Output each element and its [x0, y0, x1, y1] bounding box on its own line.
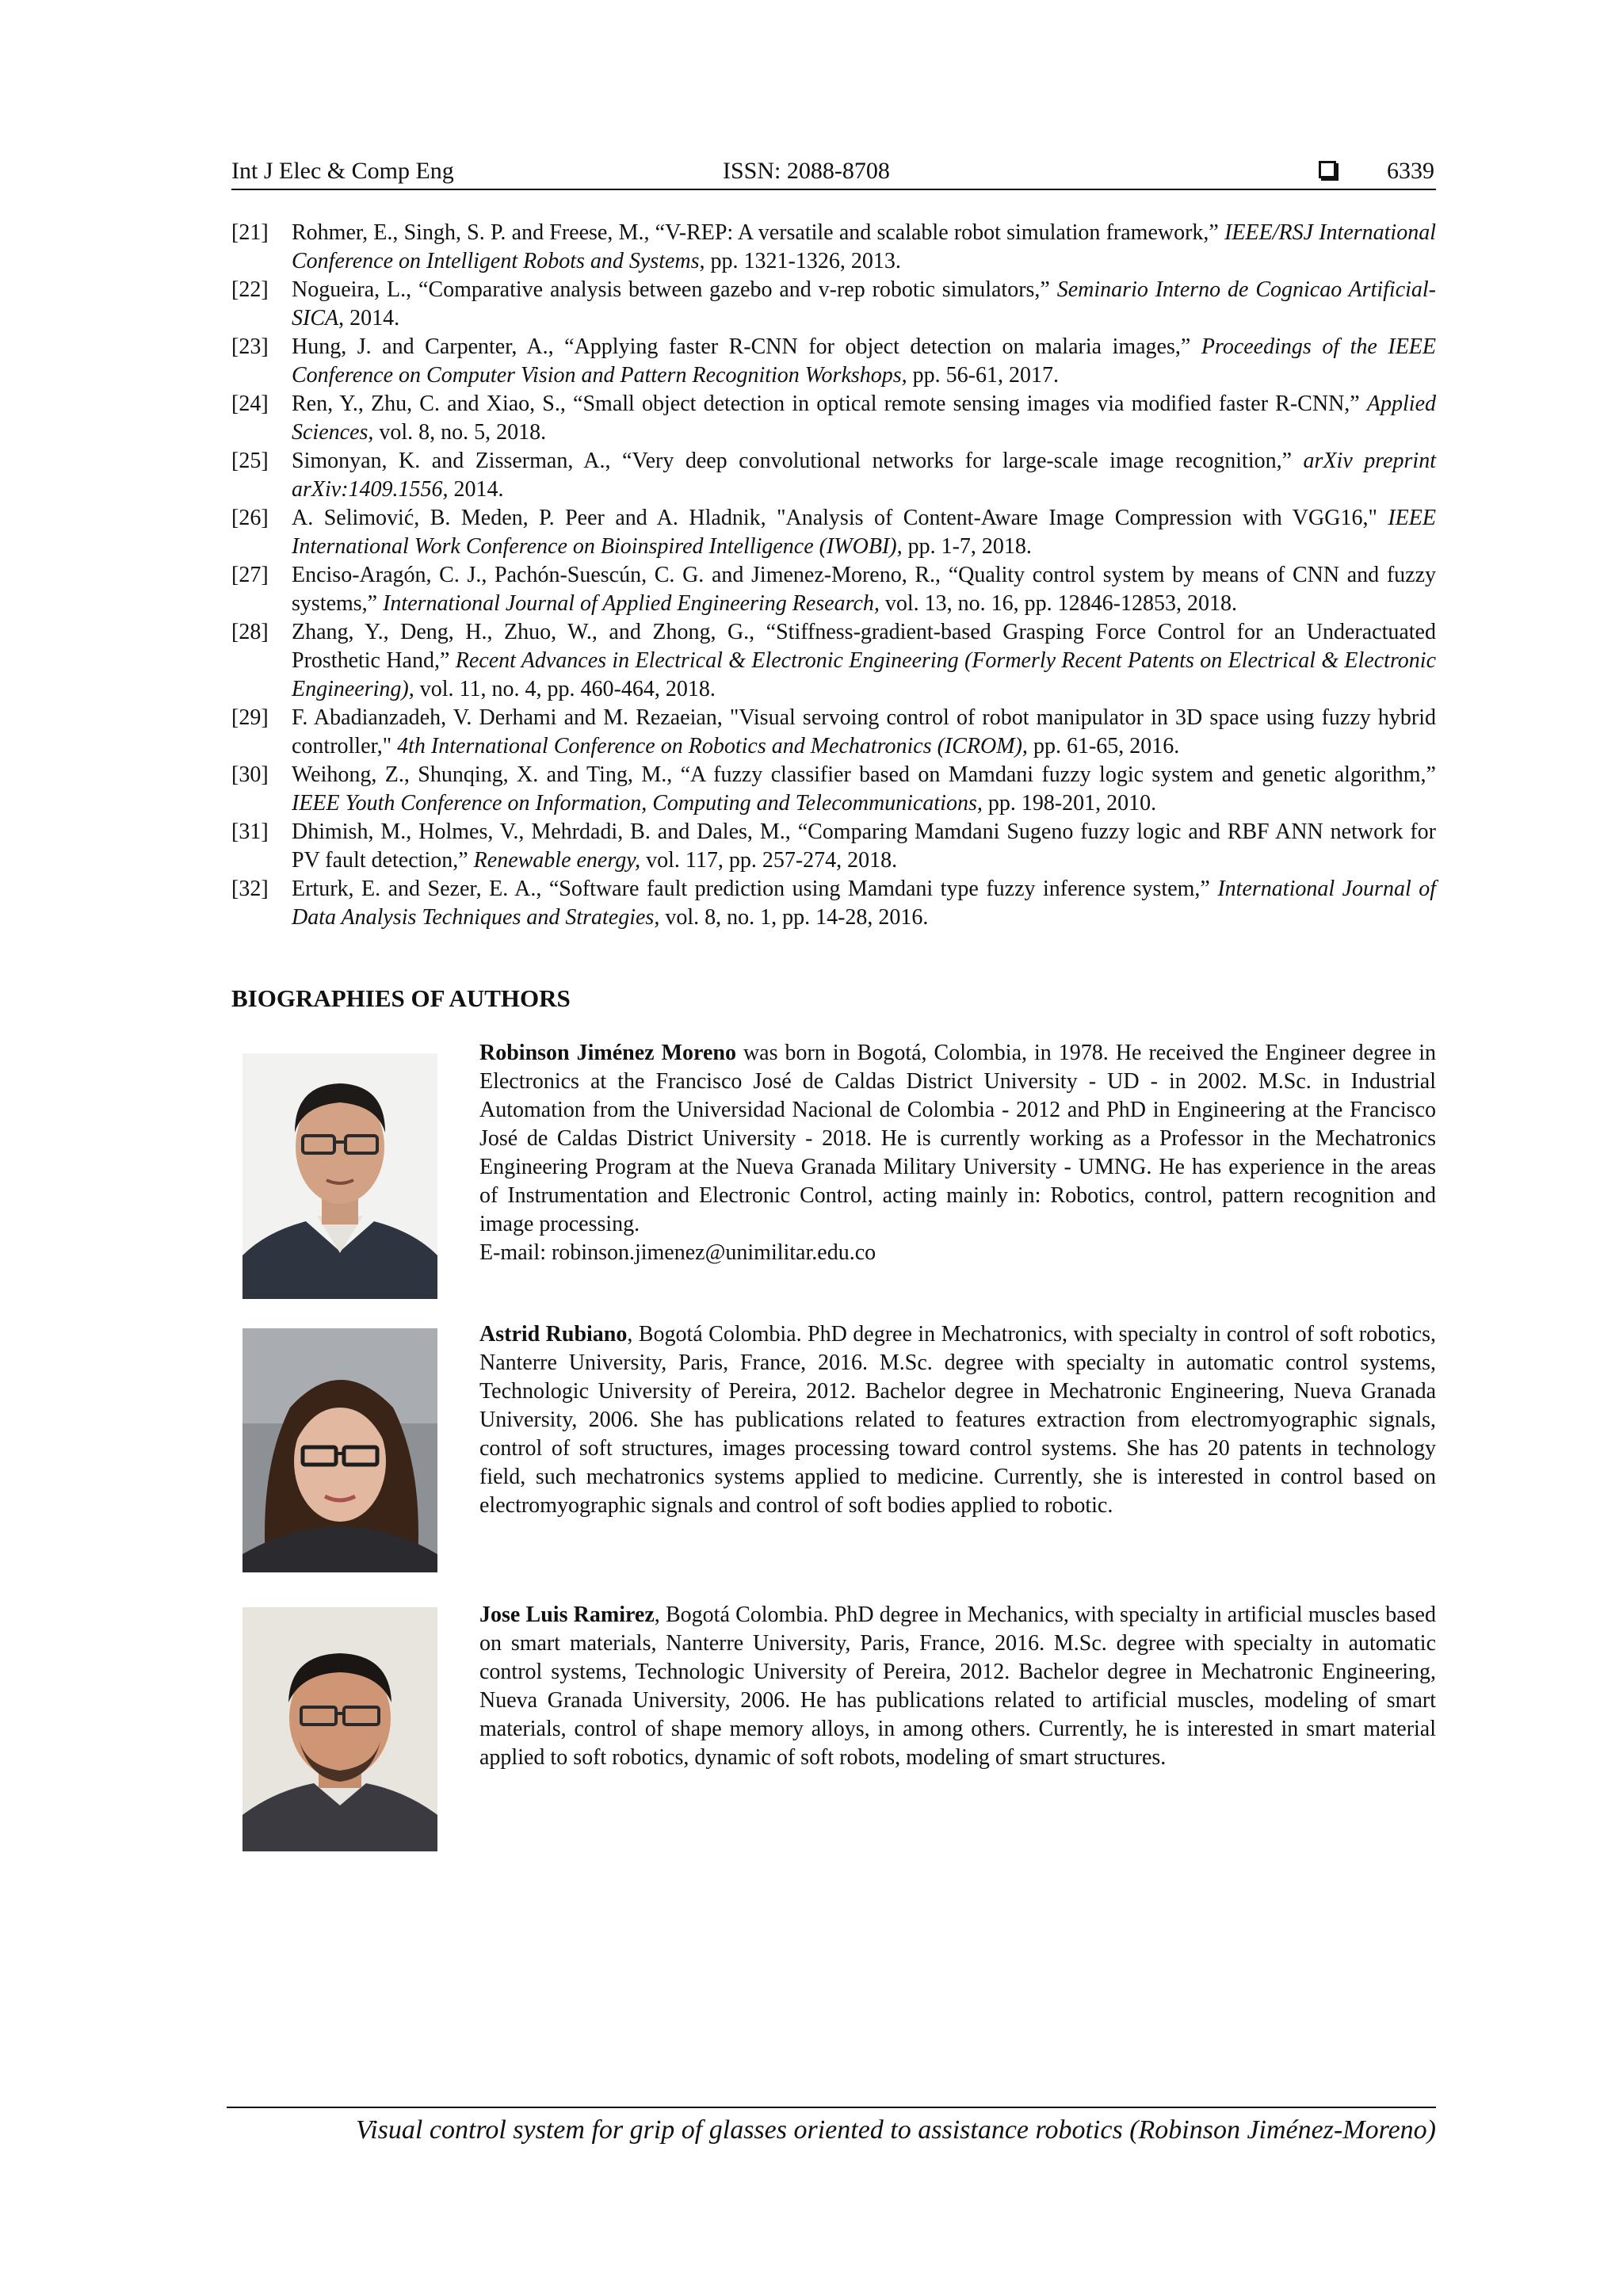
reference-number: [30]: [231, 762, 269, 787]
page-footer: [227, 2107, 1436, 2148]
author-name: Robinson Jiménez Moreno: [479, 1041, 736, 1065]
author-bio-text: Jose Luis Ramirez, Bogotá Colombia. PhD degree in Mechanics, with specialty in artificial muscles based on smart materials, Nanterre University, Paris, France, 2016. M.Sc. degree with specialty in automatic control systems, Technologic University of Pereira, 2012. Bachelor degree in Mechatronic Engineering, Nueva Granada University, 2006. He has publications related to artificial muscles, modeling of smart materials, control of shape memory alloys, in among others. Currently, he is interested in smart material applied to soft robotics, dynamic of soft robots, modeling of smart structures.: [479, 1603, 1436, 1770]
reference-item: [32] Erturk, E. and Sezer, E. A., “Software fault prediction using Mamdani type fuzzy inference system,” International Journal of Data Analysis Techniques and Strategies, vol. 8, no. 1, pp. 14-28, 2016.: [231, 877, 1436, 930]
reference-item: [21] Rohmer, E., Singh, S. P. and Freese, M., “V-REP: A versatile and scalable robot simulation framework,” IEEE/RSJ International Conference on Intelligent Robots and Systems, pp. 1321-1326, 2013.: [231, 220, 1436, 273]
reference-number: [24]: [231, 392, 269, 416]
reference-number: [21]: [231, 220, 269, 245]
reference-item: [29] F. Abadianzadeh, V. Derhami and M. Rezaeian, "Visual servoing control of robot manipulator in 3D space using fuzzy hybrid controller," 4th International Conference on Robotics and Mechatronics (ICROM), pp. 61-65, 2016.: [231, 705, 1436, 758]
reference-item: [30] Weihong, Z., Shunqing, X. and Ting, M., “A fuzzy classifier based on Mamdani fuzzy logic system and genetic algorithm,” IEEE Youth Conference on Information, Computing and Telecommunications, pp. 198-201, 2010.: [231, 762, 1436, 816]
author-bio-text: Robinson Jiménez Moreno was born in Bogotá, Colombia, in 1978. He received the Engineer degree in Electronics at the Francisco José de Caldas District University - UD - in 2002. M.Sc. in Industrial Automation from the Universidad Nacional de Colombia - 2012 and PhD in Engineering at the Francisco José de Caldas District University - 2018. He is currently working as a Professor in the Mechatronics Engineering Program at the Nueva Granada Military University - UMNG. He has experience in the areas of Instrumentation and Electronic Control, acting mainly in: Robotics, control, pattern recognition and image processing. E-mail: robinson.jimenez@unimilitar.edu.co: [479, 1041, 1437, 1265]
journal-name: Int J Elec & Comp Eng: [231, 158, 454, 184]
author-portrait-female-glasses: [242, 1328, 437, 1572]
reference-item: [31] Dhimish, M., Holmes, V., Mehrdadi, B. and Dales, M., “Comparing Mamdani Sugeno fuzzy logic and RBF ANN network for PV fault detection,” Renewable energy, vol. 117, pp. 257-274, 2018.: [231, 819, 1436, 873]
biographies-heading: BIOGRAPHIES OF AUTHORS: [231, 984, 571, 1012]
reference-number: [29]: [231, 705, 269, 730]
reference-item: [22] Nogueira, L., “Comparative analysis between gazebo and v-rep robotic simulators,” Seminario Interno de Cognicao Artificial-SICA, 2014.: [231, 277, 1437, 330]
reference-item: [23] Hung, J. and Carpenter, A., “Applying faster R-CNN for object detection on malaria images,” Proceedings of the IEEE Conference on Computer Vision and Pattern Recognition Workshops, pp. 56-61, 2017.: [231, 334, 1437, 388]
author-bio-text: Astrid Rubiano, Bogotá Colombia. PhD degree in Mechatronics, with specialty in control of soft robotics, Nanterre University, Paris, France, 2016. M.Sc. degree with specialty in automatic control systems, Technologic University of Pereira, 2012. Bachelor degree in Mechatronic Engineering, Nueva Granada University, 2006. She has publications related to features extraction from electromyographic signals, control of soft structures, images processing toward control systems. She has 20 patents in technology field, such mechatronics systems applied to medicine. Currently, she is interested in control based on electromyographic signals and control of soft bodies applied to robotic.: [479, 1322, 1437, 1518]
reference-list: [231, 219, 1436, 932]
author-photo: [242, 1607, 437, 1851]
author-portrait-male-glasses: [242, 1607, 437, 1851]
page-number: 6339: [1387, 158, 1434, 184]
page-header: [231, 154, 1436, 190]
reference-number: [27]: [231, 563, 269, 587]
square-bullet-icon: [1319, 161, 1336, 178]
footer-title: Visual control system for grip of glasses oriented to assistance robotics (Robinson Jiménez-Moreno): [355, 2115, 1436, 2145]
author-email: E-mail: robinson.jimenez@unimilitar.edu.co: [479, 1240, 876, 1265]
reference-number: [22]: [231, 277, 269, 302]
reference-item: [24] Ren, Y., Zhu, C. and Xiao, S., “Small object detection in optical remote sensing images via modified faster R-CNN,” Applied Sciences, vol. 8, no. 5, 2018.: [231, 392, 1436, 445]
author-photo: [242, 1328, 437, 1572]
reference-number: [23]: [231, 334, 269, 359]
author-name: Jose Luis Ramirez: [479, 1603, 655, 1627]
reference-item: [27] Enciso-Aragón, C. J., Pachón-Suescún, C. G. and Jimenez-Moreno, R., “Quality control system by means of CNN and fuzzy systems,” International Journal of Applied Engineering Research, vol. 13, no. 16, pp. 12846-12853, 2018.: [231, 563, 1436, 616]
reference-item: [25] Simonyan, K. and Zisserman, A., “Very deep convolutional networks for large-scale image recognition,” arXiv preprint arXiv:1409.1556, 2014.: [231, 449, 1436, 502]
author-photo: [242, 1053, 437, 1299]
author-name: Astrid Rubiano: [479, 1322, 628, 1347]
reference-number: [31]: [231, 819, 269, 844]
reference-item: [26] A. Selimović, B. Meden, P. Peer and A. Hladnik, "Analysis of Content-Aware Image Compression with VGG16," IEEE International Work Conference on Bioinspired Intelligence (IWOBI), pp. 1-7, 2018.: [231, 506, 1436, 559]
reference-number: [25]: [231, 449, 269, 473]
reference-item: [28] Zhang, Y., Deng, H., Zhuo, W., and Zhong, G., “Stiffness-gradient-based Grasping Force Control for an Underactuated Prosthetic Hand,” Recent Advances in Electrical & Electronic Engineering (Formerly Recent Patents on Electrical & Electronic Engineering), vol. 11, no. 4, pp. 460-464, 2018.: [231, 620, 1437, 701]
author-portrait-male-glasses: [242, 1053, 437, 1299]
issn: ISSN: 2088-8708: [723, 158, 890, 184]
reference-number: [28]: [231, 620, 269, 644]
reference-number: [32]: [231, 877, 269, 901]
reference-number: [26]: [231, 506, 269, 530]
